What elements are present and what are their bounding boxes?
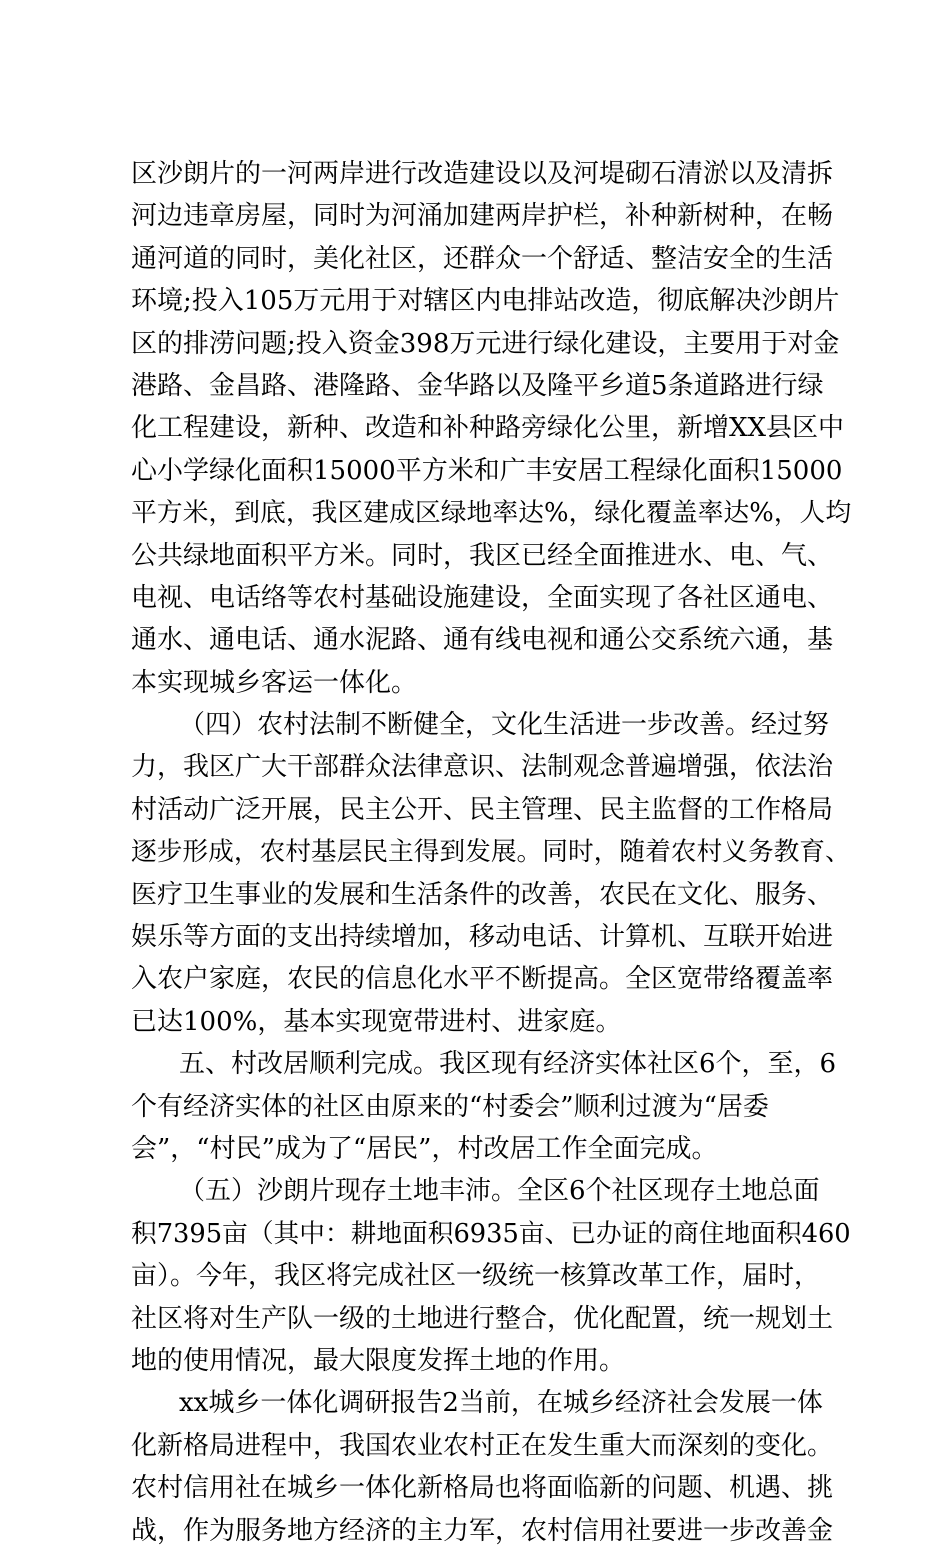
text-line: 社区将对生产队一级的土地进行整合，优化配置，统一规划土 <box>131 1303 834 1334</box>
text-line: 公共绿地面积平方米。同时，我区已经全面推进水、电、气、 <box>131 540 834 571</box>
text-line: 医疗卫生事业的发展和生活条件的改善，农民在文化、服务、 <box>131 879 834 910</box>
text-line: 环境;投入105万元用于对辖区内电排站改造，彻底解决沙朗片 <box>131 286 840 317</box>
text-line: 农村信用社在城乡一体化新格局也将面临新的问题、机遇、挑 <box>131 1473 834 1504</box>
paragraph-start-line: xx城乡一体化调研报告2当前，在城乡经济社会发展一体 <box>179 1388 823 1419</box>
text-line: 心小学绿化面积15000平方米和广丰安居工程绿化面积15000 <box>131 455 843 486</box>
text-line: 力，我区广大干部群众法律意识、法制观念普遍增强，依法治 <box>131 752 834 783</box>
text-line: 区的排涝问题;投入资金398万元进行绿化建设，主要用于对金 <box>131 328 840 359</box>
text-line: 化工程建设，新种、改造和补种路旁绿化公里，新增XX县区中 <box>131 413 845 444</box>
paragraph-start-line: （四）农村法制不断健全，文化生活进一步改善。经过努 <box>179 710 830 741</box>
text-line: 个有经济实体的社区由原来的“村委会”顺利过渡为“居委 <box>131 1091 769 1122</box>
paragraph-start-line: 五、村改居顺利完成。我区现有经济实体社区6个，至，6 <box>179 1049 837 1080</box>
body-text <box>131 153 852 1552</box>
text-line: 娱乐等方面的支出持续增加，移动电话、计算机、互联开始进 <box>131 922 834 953</box>
text-line: 平方米，到底，我区建成区绿地率达%，绿化覆盖率达%，人均 <box>131 498 852 529</box>
text-line: 本实现城乡客运一体化。 <box>131 667 418 698</box>
text-line: 区沙朗片的一河两岸进行改造建设以及河堤砌石清淤以及清拆 <box>131 159 834 189</box>
text-line: 战，作为服务地方经济的主力军，农村信用社要进一步改善金 <box>131 1515 834 1546</box>
text-line: 化新格局进程中，我国农业农村正在发生重大而深刻的变化。 <box>131 1430 834 1461</box>
text-line: 会”，“村民”成为了“居民”，村改居工作全面完成。 <box>131 1133 718 1164</box>
paragraph-start-line: （五）沙朗片现存土地丰沛。全区6个社区现存土地总面 <box>179 1176 820 1207</box>
text-line: 地的使用情况，最大限度发挥土地的作用。 <box>131 1345 626 1376</box>
text-line: 逐步形成，农村基层民主得到发展。同时，随着农村义务教育、 <box>131 837 851 868</box>
text-line: 入农户家庭，农民的信息化水平不断提高。全区宽带络覆盖率 <box>131 964 834 995</box>
text-line: 已达100%，基本实现宽带进村、进家庭。 <box>131 1006 622 1037</box>
text-line: 积7395亩（其中：耕地面积6935亩、已办证的商住地面积460 <box>131 1218 851 1249</box>
text-line: 电视、电话络等农村基础设施建设，全面实现了各社区通电、 <box>131 582 834 613</box>
text-line: 村活动广泛开展，民主公开、民主管理、民主监督的工作格局 <box>131 794 834 825</box>
text-line: 通水、通电话、通水泥路、通有线电视和通公交系统六通，基 <box>131 625 834 656</box>
text-line: 河边违章房屋，同时为河涌加建两岸护栏，补种新树种，在畅 <box>131 201 834 232</box>
text-line: 港路、金昌路、港隆路、金华路以及隆平乡道5条道路进行绿 <box>131 370 824 401</box>
text-line: 亩）。今年，我区将完成社区一级统一核算改革工作，届时， <box>131 1261 821 1292</box>
text-line: 通河道的同时，美化社区，还群众一个舒适、整洁安全的生活 <box>131 243 834 274</box>
